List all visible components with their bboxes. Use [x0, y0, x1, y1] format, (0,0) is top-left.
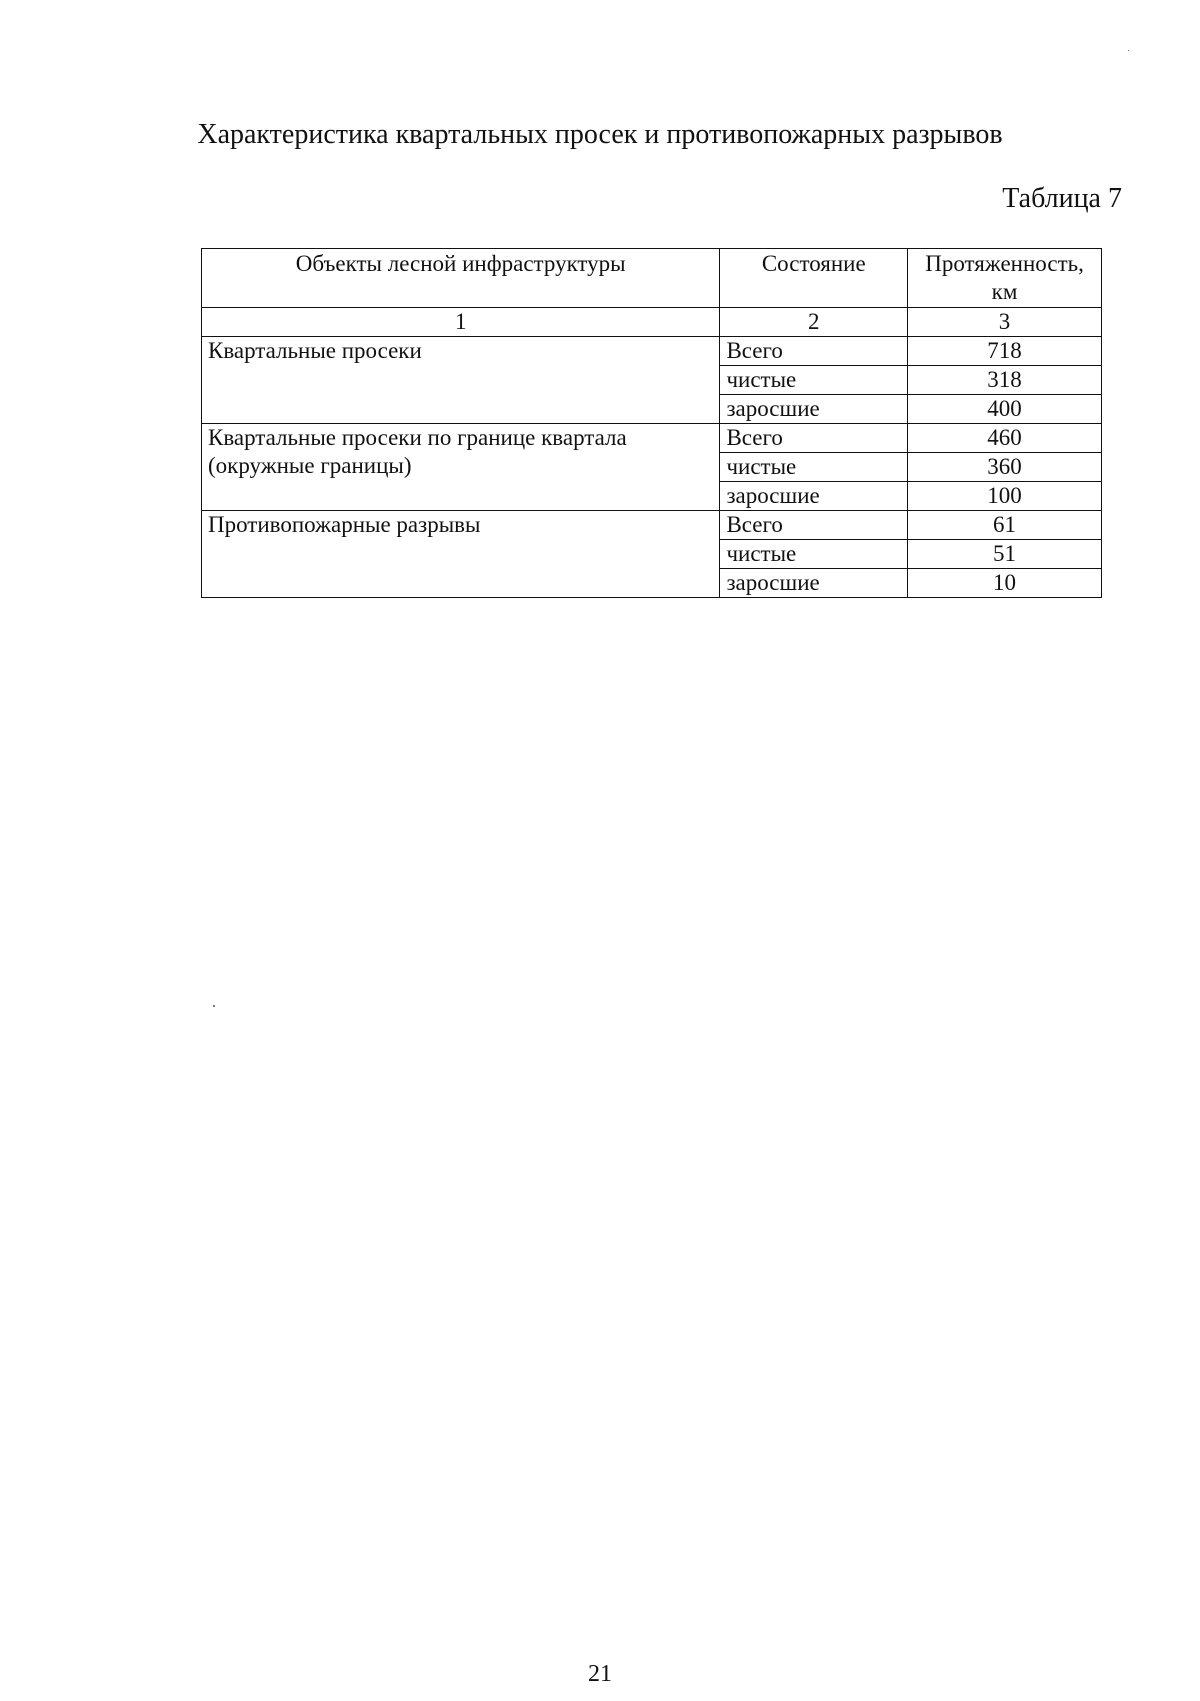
length-cell: 100	[908, 482, 1102, 511]
state-cell: чистые	[720, 540, 908, 569]
scan-speck	[213, 1005, 215, 1007]
table-row	[202, 511, 1102, 540]
length-cell: 10	[908, 569, 1102, 598]
document-title: Характеристика квартальных просек и противопожарных разрывов	[197, 119, 1003, 150]
state-cell: чистые	[720, 453, 908, 482]
header-length: Протяженность, км	[908, 249, 1102, 308]
table-row	[202, 424, 1102, 453]
header-state: Состояние	[720, 249, 908, 308]
page-number: 21	[588, 1661, 612, 1687]
column-number: 2	[720, 308, 908, 337]
state-cell: заросшие	[720, 395, 908, 424]
table-caption: Таблица 7	[1002, 183, 1122, 214]
length-cell: 318	[908, 366, 1102, 395]
state-cell: заросшие	[720, 482, 908, 511]
table-row	[202, 337, 1102, 366]
column-number: 1	[202, 308, 720, 337]
object-cell: Квартальные просеки по границе квартала (окружные границы)	[202, 424, 720, 511]
table-header-row	[202, 249, 1102, 308]
length-cell: 460	[908, 424, 1102, 453]
object-cell: Противопожарные разрывы	[202, 511, 720, 598]
object-cell: Квартальные просеки	[202, 337, 720, 424]
state-cell: чистые	[720, 366, 908, 395]
state-cell: Всего	[720, 424, 908, 453]
state-cell: Всего	[720, 337, 908, 366]
infrastructure-table	[201, 248, 1102, 598]
length-cell: 718	[908, 337, 1102, 366]
length-cell: 51	[908, 540, 1102, 569]
column-number: 3	[908, 308, 1102, 337]
length-cell: 61	[908, 511, 1102, 540]
length-cell: 400	[908, 395, 1102, 424]
state-cell: заросшие	[720, 569, 908, 598]
state-cell: Всего	[720, 511, 908, 540]
header-objects: Объекты лесной инфраструктуры	[202, 249, 720, 308]
length-cell: 360	[908, 453, 1102, 482]
column-number-row	[202, 308, 1102, 337]
scan-speck	[1128, 50, 1129, 51]
